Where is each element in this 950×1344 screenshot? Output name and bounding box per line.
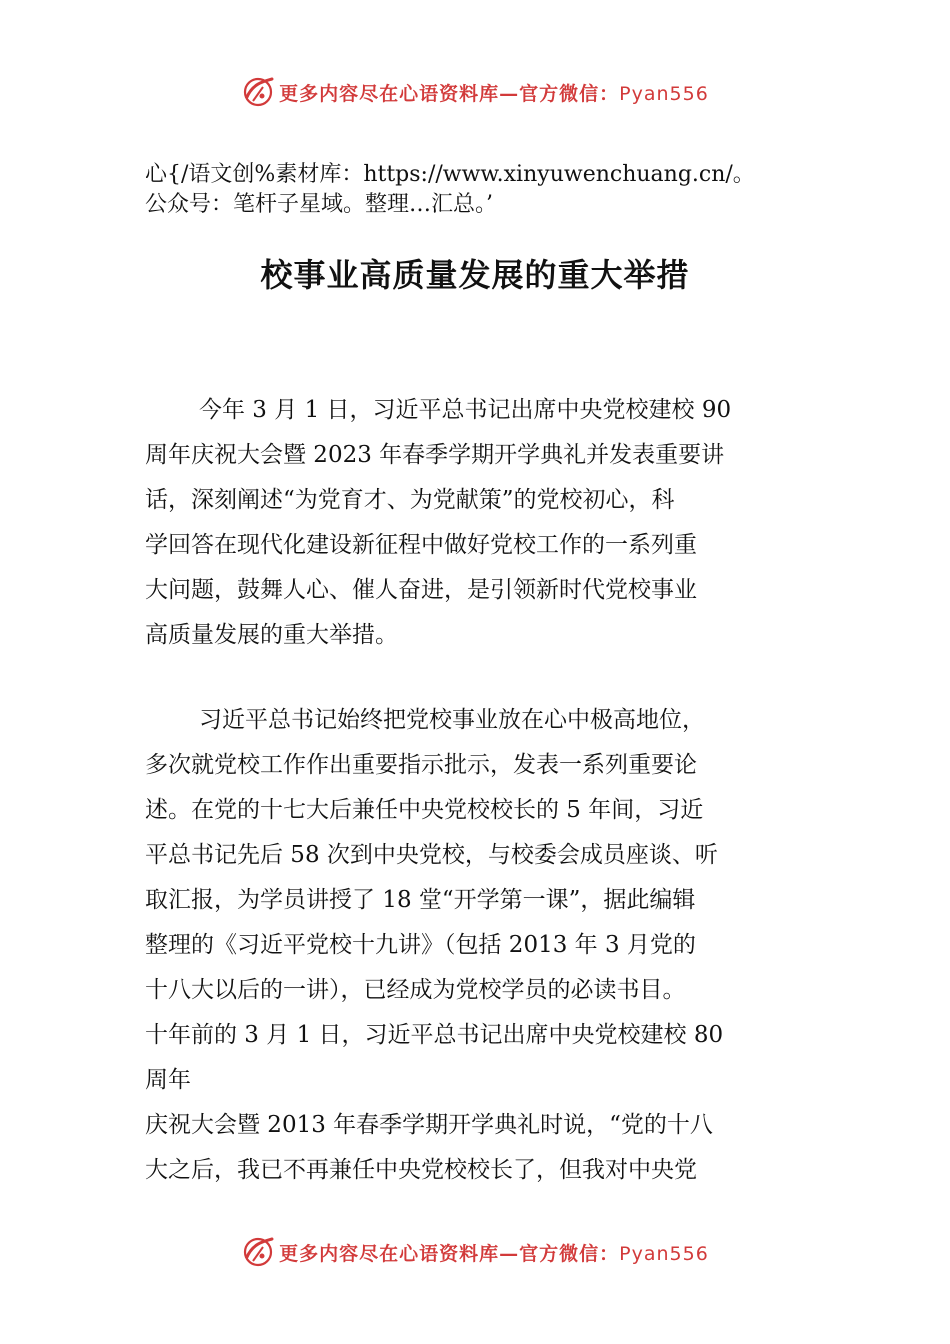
- banner-text: 更多内容尽在心语资料库—官方微信：Pyan556: [279, 82, 709, 105]
- paragraph-1: [145, 388, 845, 658]
- paragraph-2: [145, 698, 845, 1193]
- text-line: 述。在党的十七大后兼任中央党校校长的 5 年间，习近: [145, 797, 704, 823]
- text-line: 高质量发展的重大举措。: [145, 622, 398, 648]
- text-line: 今年 3 月 1 日，习近平总书记出席中央党校建校 90: [199, 397, 732, 423]
- wechat-id: Pyan556: [619, 1242, 709, 1265]
- text-line: 平总书记先后 58 次到中央党校，与校委会成员座谈、听: [145, 842, 718, 868]
- text-line: 十八大以后的一讲），已经成为党校学员的必读书目。: [145, 977, 686, 1003]
- wechat-id: Pyan556: [619, 82, 709, 105]
- header-note-line: 公众号：笔杆子星域。整理…汇总。’: [145, 192, 493, 217]
- text-line: 周年庆祝大会暨 2023 年春季学期开学典礼并发表重要讲: [145, 442, 725, 468]
- brush-logo-icon: [241, 1235, 275, 1269]
- text-line: 话，深刻阐述“为党育才、为党献策”的党校初心，科: [145, 487, 675, 513]
- text-line: 取汇报，为学员讲授了 18 堂“开学第一课”，据此编辑: [145, 887, 696, 913]
- text-line: 整理的《习近平党校十九讲》（包括 2013 年 3 月党的: [145, 932, 696, 958]
- banner-text: 更多内容尽在心语资料库—官方微信：Pyan556: [279, 1242, 709, 1265]
- bottom-banner: [0, 1232, 950, 1272]
- brush-logo-icon: [241, 75, 275, 109]
- document-title: 校事业高质量发展的重大举措: [260, 256, 690, 294]
- text-line: 习近平总书记始终把党校事业放在心中极高地位，: [199, 707, 705, 733]
- text-line: 十年前的 3 月 1 日，习近平总书记出席中央党校建校 80: [145, 1022, 724, 1048]
- text-line: 周年: [145, 1067, 191, 1093]
- text-line: 庆祝大会暨 2013 年春季学期开学典礼时说，“党的十八: [145, 1112, 713, 1138]
- text-line: 大问题，鼓舞人心、催人奋进，是引领新时代党校事业: [145, 577, 697, 603]
- text-line: 大之后，我已不再兼任中央党校校长了，但我对中央党: [145, 1157, 697, 1183]
- text-line: 学回答在现代化建设新征程中做好党校工作的一系列重: [145, 532, 697, 558]
- header-note-line: 心{/语文创%素材库：https://www.xinyuwenchuang.cn/。: [145, 162, 755, 187]
- top-banner: [0, 72, 950, 112]
- header-note: [145, 160, 845, 220]
- text-line: 多次就党校工作作出重要指示批示，发表一系列重要论: [145, 752, 697, 778]
